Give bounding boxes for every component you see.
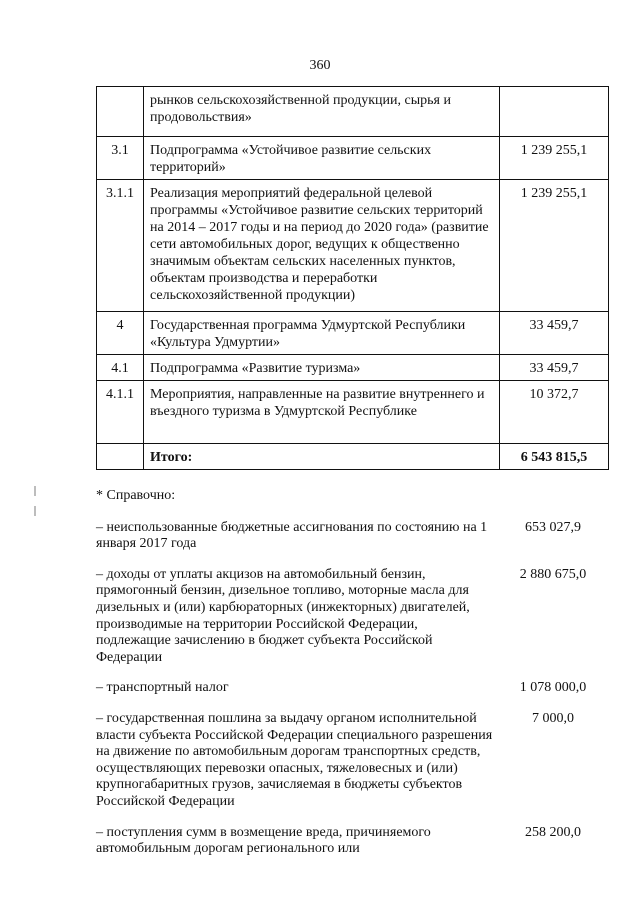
note-amount: 258 200,0 [525, 824, 581, 840]
row-name: Подпрограмма «Развитие туризма» [144, 355, 500, 381]
budget-table [96, 86, 609, 470]
row-amount: 33 459,7 [500, 312, 609, 355]
row-number [97, 87, 144, 137]
scan-margin-mark [34, 506, 36, 516]
note-amount: 7 000,0 [532, 710, 574, 726]
note-item [96, 567, 608, 667]
note-text: – транспортный налог [96, 680, 229, 696]
table-row [97, 381, 609, 444]
total-amount: 6 543 815,5 [500, 444, 609, 470]
note-item [96, 825, 608, 858]
table-row [97, 355, 609, 381]
note-text: – неиспользованные бюджетные ассигнования по состоянию на 1 января 2017 года [96, 519, 488, 552]
row-number: 3.1 [97, 137, 144, 180]
row-number: 4.1 [97, 355, 144, 381]
note-item [96, 680, 608, 697]
row-amount: 1 239 255,1 [500, 137, 609, 180]
row-number: 4 [97, 312, 144, 355]
note-amount: 2 880 675,0 [519, 566, 587, 582]
notes-heading: * Справочно: [96, 488, 176, 503]
row-number: 3.1.1 [97, 180, 144, 312]
row-amount [500, 87, 609, 137]
row-number: 4.1.1 [97, 381, 144, 444]
total-label: Итого: [144, 444, 500, 470]
note-item [96, 711, 608, 811]
row-name: Реализация мероприятий федеральной целевой программы «Устойчивое развитие сельских территорий на 2014 – 2017 годы и на период до 2020 года» (развитие сети автомобильных дорог, ведущих к общественно значимым объектам сельских населенных пунктов, объектам производства и переработки сельскохозяйственной продукции) [144, 180, 500, 312]
table-row [97, 87, 609, 137]
total-row [97, 444, 609, 470]
total-number-cell [97, 444, 144, 470]
scan-margin-mark [34, 486, 36, 496]
note-amount: 653 027,9 [525, 519, 581, 535]
row-name: Мероприятия, направленные на развитие внутреннего и въездного туризма в Удмуртской Республике [144, 381, 500, 444]
page-number: 360 [309, 58, 331, 73]
row-amount: 1 239 255,1 [500, 180, 609, 312]
table-row [97, 312, 609, 355]
reference-notes [96, 488, 608, 872]
table-row [97, 137, 609, 180]
note-text: – поступления сумм в возмещение вреда, причиняемого автомобильным дорогам регионального или [96, 824, 431, 857]
row-amount: 10 372,7 [500, 381, 609, 444]
table-row [97, 180, 609, 312]
note-item [96, 520, 608, 553]
row-name: Подпрограмма «Устойчивое развитие сельских территорий» [144, 137, 500, 180]
row-amount: 33 459,7 [500, 355, 609, 381]
note-text: – доходы от уплаты акцизов на автомобильный бензин, прямогонный бензин, дизельное топливо, моторные масла для дизельных и (или) карбюраторных (инжекторных) двигателей, производимые на территории Российской Федерации, подлежащие зачислению в бюджет субъекта Российской Федерации [96, 566, 470, 665]
row-name: Государственная программа Удмуртской Республики «Культура Удмуртии» [144, 312, 500, 355]
row-name: рынков сельскохозяйственной продукции, сырья и продовольствия» [144, 87, 500, 137]
note-amount: 1 078 000,0 [519, 680, 587, 696]
note-text: – государственная пошлина за выдачу органом исполнительной власти субъекта Российской Федерации специального разрешения на движение по автомобильным дорогам транспортных средств, осуществляющих перевозки опасных, тяжеловесных и (или) крупногабаритных грузов, зачисляемая в бюджеты субъектов Российской Федерации [96, 710, 493, 809]
